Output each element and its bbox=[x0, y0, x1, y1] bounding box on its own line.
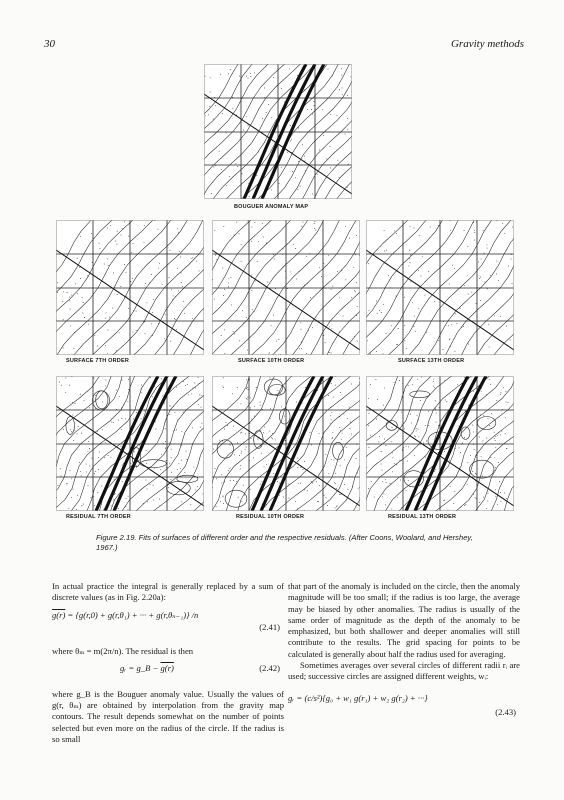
paragraph: Sometimes averages over several circles of different radii rᵢ are used; successive circles are assigned different weights, wᵢ: bbox=[288, 660, 520, 682]
body-column-left bbox=[52, 581, 284, 745]
surface-10th-label: SURFACE 10TH ORDER bbox=[238, 358, 305, 364]
residual-13th-label: RESIDUAL 13TH ORDER bbox=[388, 514, 457, 520]
surface-13th-order-map bbox=[366, 220, 514, 355]
surface-13th-label: SURFACE 13TH ORDER bbox=[398, 358, 465, 364]
surface-7th-graphic bbox=[56, 220, 204, 355]
surface-7th-order-map bbox=[56, 220, 204, 355]
residual-10th-graphic bbox=[212, 376, 360, 511]
body-column-right bbox=[288, 581, 520, 721]
equation-2-43 bbox=[288, 693, 520, 721]
equation-expression: g(r) = {g(r,0) + g(r,θ₁) + ··· + g(r,θₙ₋₁)} /n bbox=[52, 609, 199, 620]
equation-number: (2.43) bbox=[495, 706, 516, 717]
surface-10th-order-map bbox=[212, 220, 360, 355]
paragraph: where θₘ = m(2π/n). The residual is then bbox=[52, 645, 194, 656]
paragraph: that part of the anomaly is included on the circle, then the anomaly magnitude will be too small; if the radius is too large, the average may be biased by other anomalies. The radius is usually of the same order of magnitude as the depth of the anomaly to be emphasized, but both shallower and deeper anomalies will still contribute to the results. The grid spacing for points to be calculated is generally about half the radius used for averaging. bbox=[288, 581, 520, 659]
bouguer-anomaly-map bbox=[204, 64, 352, 199]
equation-2-42 bbox=[52, 663, 284, 681]
bouguer-map-graphic bbox=[204, 64, 352, 199]
paragraph: In actual practice the integral is generally replaced by a sum of discrete values (as in Fig. 2.20a): bbox=[52, 581, 284, 603]
residual-10th-label: RESIDUAL 10TH ORDER bbox=[236, 514, 305, 520]
residual-13th-order-map bbox=[366, 376, 514, 511]
equation-expression: gᵣ = g_B − g(r) bbox=[120, 662, 174, 673]
paragraph: where g_B is the Bouguer anomaly value. Usually the values of g(r, θₘ) are obtained by interpolation from the gravity map contours. The result depends somewhat on the number of points selected but even more on the radius of the circle. If the radius is so small bbox=[52, 688, 284, 745]
surface-13th-graphic bbox=[366, 220, 514, 355]
residual-13th-graphic bbox=[366, 376, 514, 511]
equation-number: (2.42) bbox=[259, 662, 280, 673]
equation-number: (2.41) bbox=[259, 621, 280, 632]
residual-7th-label: RESIDUAL 7TH ORDER bbox=[66, 514, 131, 520]
residual-7th-order-map bbox=[56, 376, 204, 511]
running-head: Gravity methods bbox=[450, 38, 524, 50]
surface-7th-label: SURFACE 7TH ORDER bbox=[66, 358, 129, 364]
figure-caption: Figure 2.19. Fits of surfaces of different order and the respective residuals. (After Coons, Woolard, and Hershey, 1967.) bbox=[96, 533, 473, 552]
surface-10th-graphic bbox=[212, 220, 360, 355]
residual-10th-order-map bbox=[212, 376, 360, 511]
residual-7th-graphic bbox=[56, 376, 204, 511]
bouguer-map-label: BOUGUER ANOMALY MAP bbox=[234, 204, 309, 210]
equation-2-41 bbox=[52, 610, 284, 636]
page-number: 30 bbox=[44, 38, 55, 50]
equation-expression: gᵣ = (c/s²){g₀ + w₁ g(r₁) + w₂ g(r₂) + ···} bbox=[288, 692, 428, 703]
